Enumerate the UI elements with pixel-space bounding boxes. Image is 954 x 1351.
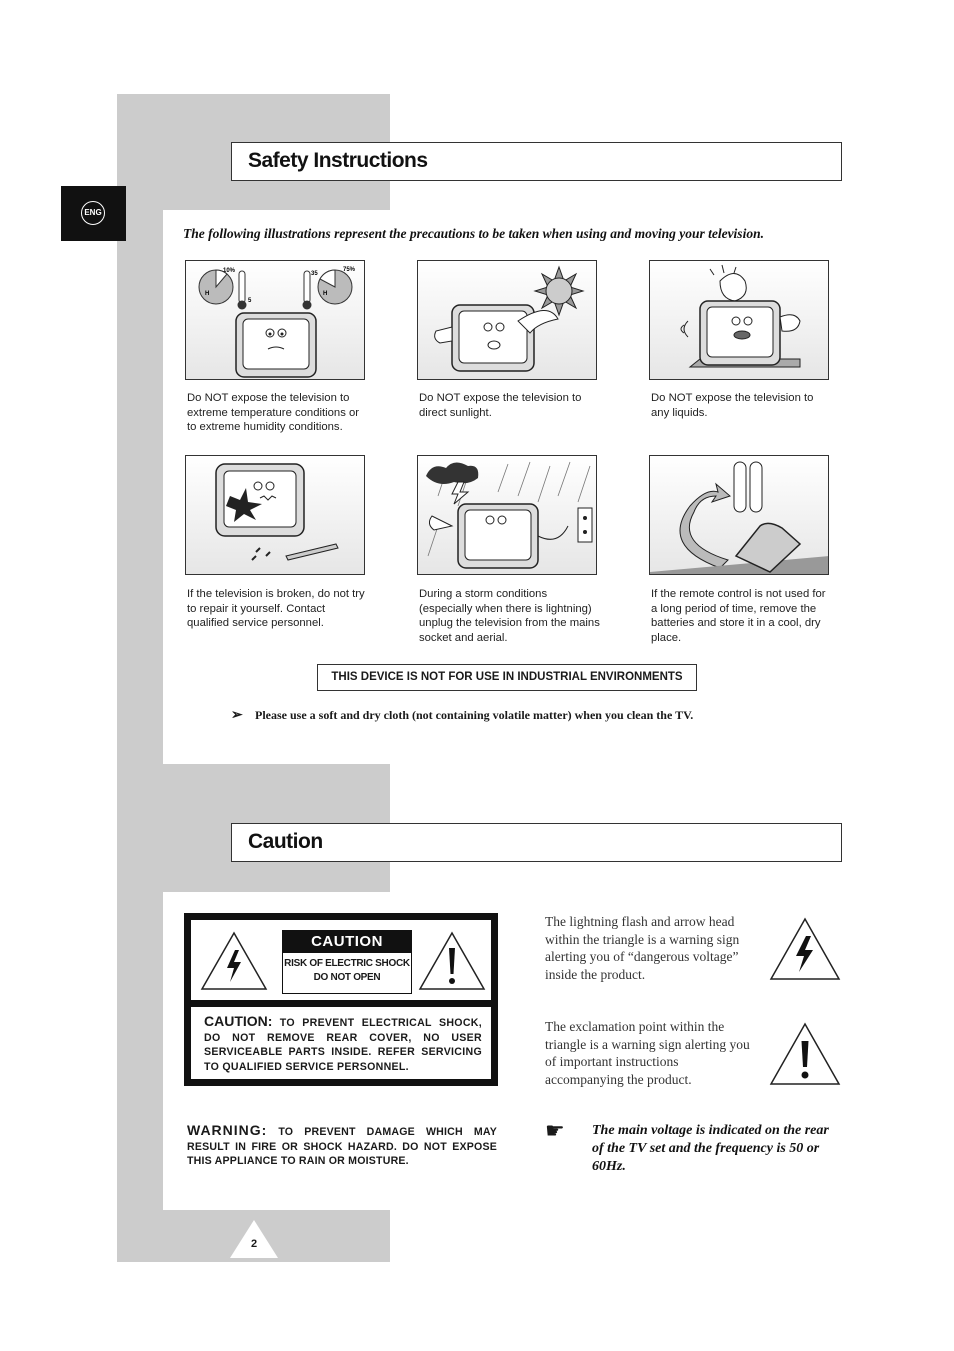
temp-high-label: 35 [311,271,318,277]
caution-sticker-header: CAUTION [283,931,411,953]
warning-body: TO PREVENT DAMAGE WHICH MAY RESULT IN FIRE OR SHOCK HAZARD. DO NOT EXPOSE THIS APPLIANCE TO RAIN OR MOISTURE. [187,1126,497,1167]
temp-low-label: 5 [248,298,252,304]
illustration-caption: If the remote control is not used for a long period of time, remove the batteries and store it in a cool, dry place. [651,588,826,644]
sunlight-illustration [417,260,597,380]
lightning-triangle-icon [199,930,269,992]
storm-illustration [417,455,597,575]
caution-sticker-line1: RISK OF ELECTRIC SHOCK [284,958,410,969]
illustration-caption: Do NOT expose the television to any liquids. [651,392,814,419]
caution-header [231,823,842,862]
caution-label-box [184,913,498,1086]
exclamation-triangle-icon [768,1021,842,1087]
right-margin-bot [390,1210,954,1262]
humidity-h-label-left: H [205,291,210,297]
caution-text-body: TO PREVENT ELECTRICAL SHOCK, DO NOT REMOVE REAR COVER, NO USER SERVICEABLE PARTS INSIDE. REFER SERVICING TO QUALIFIED SERVICE PERSONNEL. [204,1017,482,1073]
language-tab [61,186,126,241]
humidity-h-label-right: H [323,291,328,297]
broken-tv-illustration [185,455,365,575]
exclamation-explanation: The exclamation point within the triangle is a warning sign alerting you of important instructions accompanying the product. [545,1019,750,1087]
humidity-low-label: 10% [223,268,236,274]
illustration-caption: Do NOT expose the television to direct sunlight. [419,392,582,419]
lightning-triangle-icon [768,916,842,982]
humidity-high-label: 75% [343,267,356,273]
industrial-notice: THIS DEVICE IS NOT FOR USE IN INDUSTRIAL ENVIRONMENTS [317,664,697,691]
caution-sticker [282,930,412,994]
safety-intro: The following illustrations represent the precautions to be taken when using and moving your television. [183,226,764,241]
liquids-illustration [649,260,829,380]
warning-lead: WARNING: [187,1122,268,1138]
exclamation-triangle-icon [417,930,487,992]
remote-batteries-illustration [649,455,829,575]
section-title: Caution [248,830,323,853]
caution-text-panel [191,1007,491,1079]
safety-instructions-header [231,142,842,181]
caution-sticker-line2: DO NOT OPEN [313,972,381,983]
cleaning-note [231,707,693,724]
voltage-note: The main voltage is indicated on the rear of the TV set and the frequency is 50 or 60Hz. [592,1123,829,1174]
section-title: Safety Instructions [248,149,428,172]
cleaning-note-text: Please use a soft and dry cloth (not containing volatile matter) when you clean the TV. [255,708,694,722]
illustration-caption: If the television is broken, do not try to repair it yourself. Contact qualified service personnel. [187,588,365,629]
temperature-humidity-illustration [185,260,365,380]
caution-label-top [191,920,491,1000]
language-badge: ENG [81,201,105,225]
warning-text [187,1123,497,1169]
caution-text-lead: CAUTION: [204,1013,273,1029]
illustration-caption: Do NOT expose the television to extreme temperature conditions or to extreme humidity conditions. [187,392,360,433]
note-arrow-icon: ➢ [231,708,243,723]
caution-text [204,1014,482,1074]
pointing-hand-icon: ☛ [545,1118,565,1143]
lightning-explanation: The lightning flash and arrow head within the triangle is a warning sign alerting you of “dangerous voltage” inside the product. [545,914,740,982]
page-number: 2 [250,1238,258,1250]
illustration-caption: During a storm conditions (especially when there is lightning) unplug the television from the mains socket and aerial. [419,588,600,644]
